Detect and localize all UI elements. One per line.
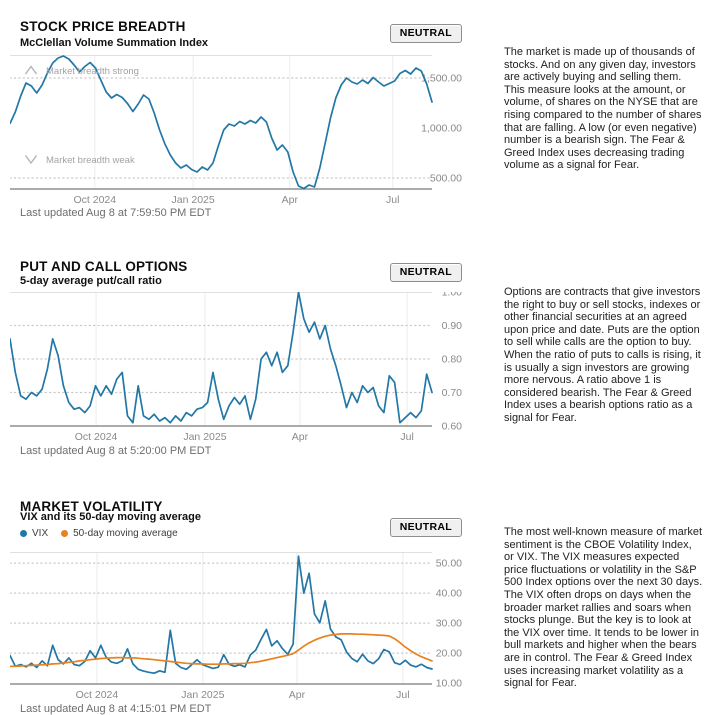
- svg-text:20.00: 20.00: [435, 647, 462, 660]
- svg-text:Oct 2024: Oct 2024: [73, 194, 117, 206]
- legend-item-vix: [20, 528, 48, 539]
- section-description: The market is made up of thousands of stocks. And on any given day, investors are actively buying and selling them. This measure looks at the amount, or volume, of shares on the NYSE that are rising compared to the number of shares that are falling. A low (or even negative) number is a bearish sign. The Fear & Greed Index uses decreasing trading volume as a signal for Fear.: [504, 46, 702, 172]
- market-breadth-weak-annotation: [24, 153, 135, 168]
- svg-text:Jul: Jul: [400, 431, 414, 443]
- market-breadth-strong-annotation: [24, 64, 139, 79]
- chart-canvas[interactable]: [10, 552, 462, 704]
- legend-label: VIX: [32, 528, 49, 539]
- section-description: The most well-known measure of market sentiment is the CBOE Volatility Index, or VIX. The VIX measures expected price fluctuations or volatility in the S&P 500 Index options over the next 30 days. The VIX often drops on days when the broader market rallies and soars when stocks plunge. But the key is to look at the VIX over time. It tends to be lower in bull markets and higher when the bears are in control. The Fear & Greed Index uses increasing market volatility as a signal for Fear.: [504, 526, 703, 690]
- svg-text:Jul: Jul: [386, 194, 400, 206]
- svg-text:Jan 2025: Jan 2025: [181, 689, 225, 701]
- svg-text:0.90: 0.90: [441, 320, 462, 332]
- svg-text:0.60: 0.60: [441, 420, 462, 433]
- svg-text:Oct 2024: Oct 2024: [75, 689, 119, 701]
- vix-legend-dot-icon: [20, 530, 27, 537]
- svg-text:500.00: 500.00: [429, 172, 462, 185]
- svg-text:30.00: 30.00: [435, 617, 462, 630]
- section-title: PUT AND CALL OPTIONS: [20, 259, 188, 275]
- svg-text:Jan 2025: Jan 2025: [171, 194, 215, 206]
- legend: [20, 528, 178, 539]
- status-badge: NEUTRAL: [390, 263, 462, 282]
- annotation-label: Market breadth strong: [46, 66, 139, 77]
- chart-canvas[interactable]: [10, 292, 462, 446]
- section-title: STOCK PRICE BREADTH: [20, 19, 186, 35]
- annotation-label: Market breadth weak: [46, 155, 135, 166]
- legend-item-moving-average: [61, 528, 178, 539]
- chevron-down-icon: [24, 153, 38, 168]
- svg-text:Apr: Apr: [288, 689, 306, 701]
- svg-text:Apr: Apr: [281, 194, 298, 206]
- last-updated: Last updated Aug 8 at 5:20:00 PM EDT: [20, 445, 212, 457]
- status-badge: NEUTRAL: [390, 24, 462, 43]
- svg-text:10.00: 10.00: [435, 677, 462, 690]
- mcclellan-chart: [10, 55, 462, 211]
- status-badge: NEUTRAL: [390, 518, 462, 537]
- section-title: MARKET VOLATILITY: [20, 499, 163, 515]
- chart-title: VIX and its 50-day moving average: [20, 511, 201, 523]
- section-description: Options are contracts that give investors the right to buy or sell stocks, indexes or other financial securities at an agreed upon price and date. Puts are the option to sell while calls are the option to buy. When the ratio of puts to calls is rising, it is usually a sign investors are growing more nervous. A ratio above 1 is considered bearish. The Fear & Greed Index uses a bearish options ratio as a signal for Fear.: [504, 286, 701, 424]
- svg-text:Jul: Jul: [396, 689, 410, 701]
- put-call-chart: [10, 292, 462, 448]
- legend-label: 50-day moving average: [73, 528, 178, 539]
- svg-text:50.00: 50.00: [435, 557, 462, 570]
- last-updated: Last updated Aug 8 at 7:59:50 PM EDT: [20, 207, 212, 219]
- svg-text:Jan 2025: Jan 2025: [183, 431, 227, 443]
- svg-text:0.70: 0.70: [441, 387, 462, 399]
- svg-text:1.00: 1.00: [441, 292, 462, 299]
- moving-average-legend-dot-icon: [61, 530, 68, 537]
- svg-text:1,000.00: 1,000.00: [421, 122, 462, 135]
- svg-text:1,500.00: 1,500.00: [421, 72, 462, 85]
- chart-title: McClellan Volume Summation Index: [20, 37, 209, 49]
- chevron-up-icon: [24, 64, 38, 79]
- svg-text:0.80: 0.80: [441, 353, 462, 366]
- svg-text:Oct 2024: Oct 2024: [74, 431, 118, 443]
- vix-chart: [10, 552, 462, 706]
- svg-text:40.00: 40.00: [435, 587, 462, 600]
- svg-text:Apr: Apr: [291, 431, 309, 443]
- chart-title: 5-day average put/call ratio: [20, 275, 162, 287]
- last-updated: Last updated Aug 8 at 4:15:01 PM EDT: [20, 703, 212, 715]
